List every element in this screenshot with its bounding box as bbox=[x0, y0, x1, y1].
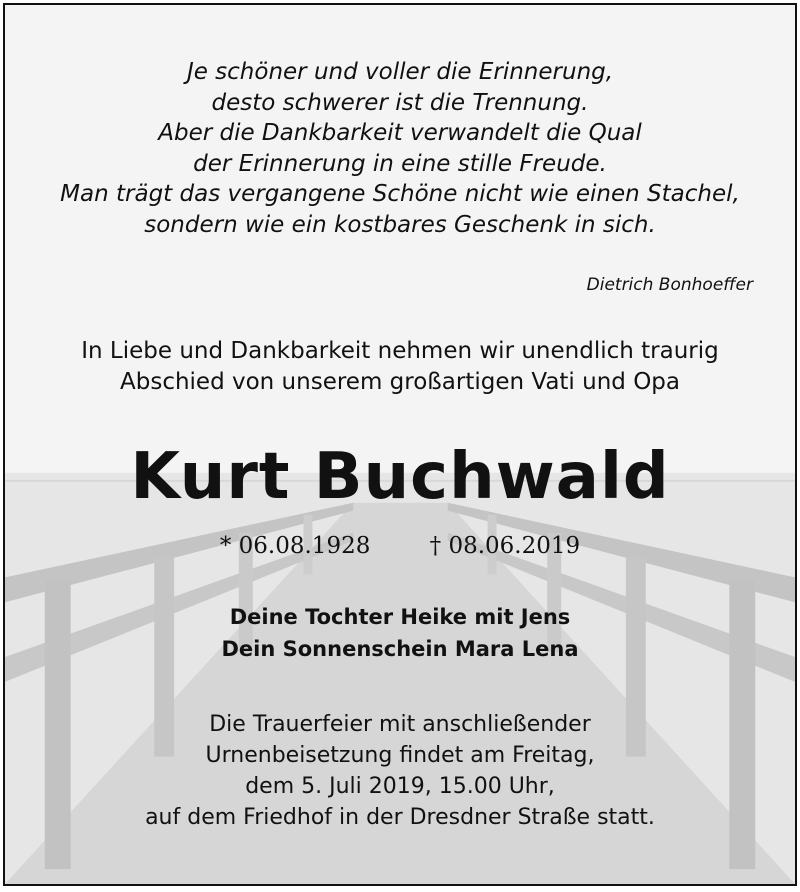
life-dates bbox=[5, 533, 795, 559]
quote-line: Je schöner und voller die Erinnerung, bbox=[186, 59, 614, 85]
quote-line: der Erinnerung in eine stille Freude. bbox=[193, 150, 607, 177]
service-line: Die Trauerfeier mit anschließender bbox=[209, 712, 591, 737]
quote-line: desto schwerer ist die Trennung. bbox=[211, 89, 589, 116]
family-line: Deine Tochter Heike mit Jens bbox=[229, 605, 571, 629]
funeral-service-info bbox=[5, 709, 795, 833]
deceased-name: Kurt Buchwald bbox=[130, 440, 670, 514]
service-line: Urnenbeisetzung findet am Freitag, bbox=[205, 743, 595, 768]
birth-date: * 06.08.1928 bbox=[219, 533, 371, 559]
quote-line: Man trägt das vergangene Schöne nicht wie einen Stachel, bbox=[60, 181, 740, 207]
service-line: dem 5. Juli 2019, 15.00 Uhr, bbox=[245, 774, 555, 799]
service-line: auf dem Friedhof in der Dresdner Straße statt. bbox=[145, 805, 655, 830]
quote-author: Dietrich Bonhoeffer bbox=[586, 275, 753, 295]
text-layer bbox=[5, 5, 795, 884]
family-signature bbox=[5, 601, 795, 665]
death-date: † 08.06.2019 bbox=[429, 533, 581, 559]
quote bbox=[5, 57, 795, 240]
obituary-card bbox=[3, 3, 797, 886]
intro-text bbox=[5, 336, 795, 398]
quote-line: sondern wie ein kostbares Geschenk in sich. bbox=[144, 211, 656, 238]
intro-line: In Liebe und Dankbarkeit nehmen wir unendlich traurig bbox=[81, 338, 719, 364]
family-line: Dein Sonnenschein Mara Lena bbox=[221, 637, 579, 661]
quote-line: Aber die Dankbarkeit verwandelt die Qual bbox=[158, 120, 642, 146]
intro-line: Abschied von unserem großartigen Vati und Opa bbox=[120, 369, 680, 395]
